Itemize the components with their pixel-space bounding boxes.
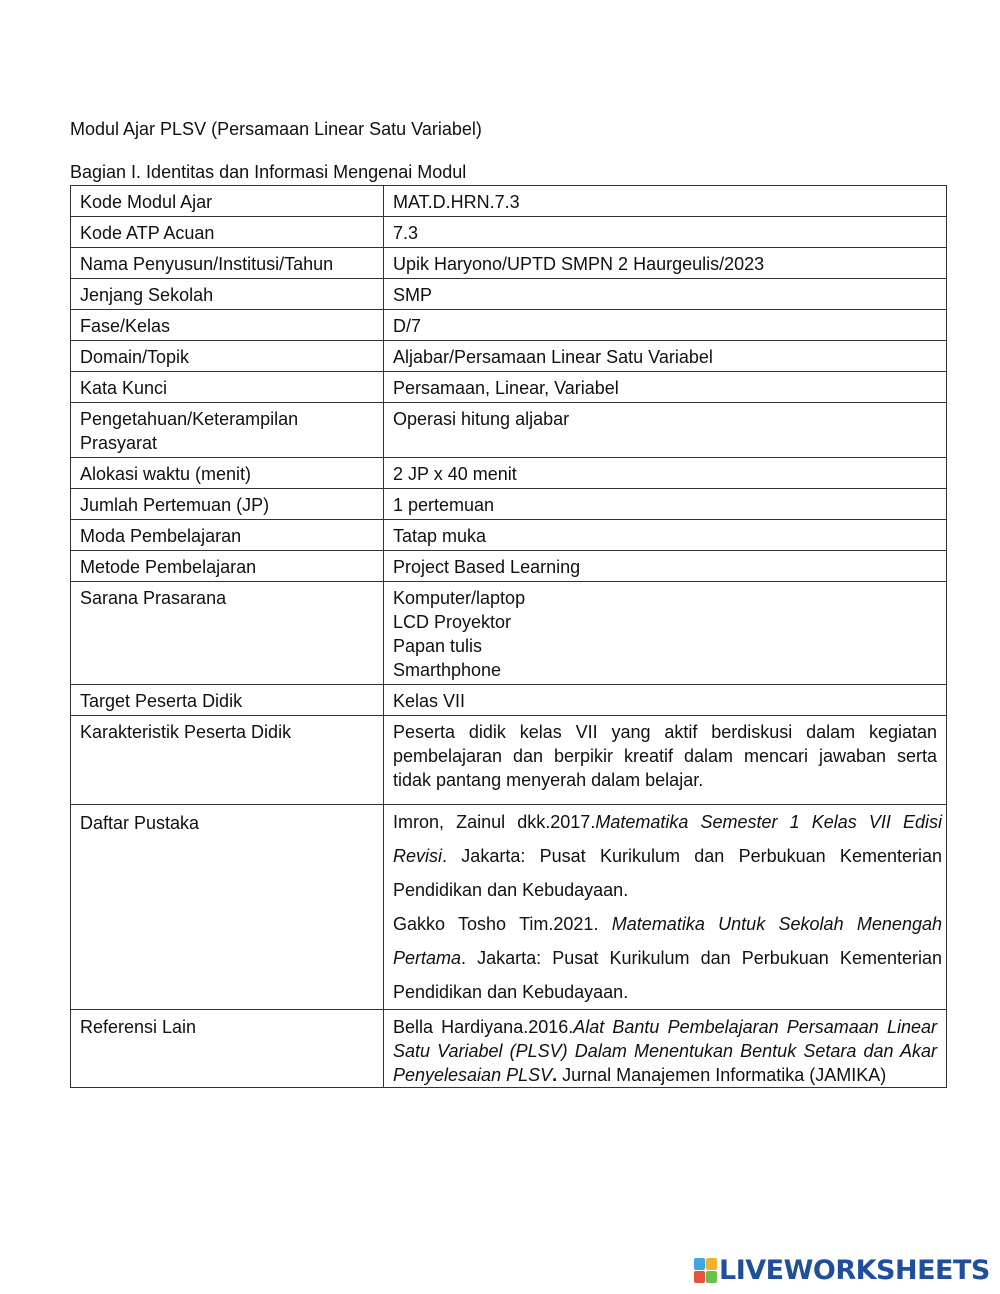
table-row xyxy=(71,372,947,403)
list-item: Smarthphone xyxy=(393,660,502,680)
table-row xyxy=(71,403,947,458)
row-value: Kelas VII xyxy=(384,685,947,716)
referensi-author: Bella Hardiyana.2016. xyxy=(393,1017,574,1037)
row-label: Kode ATP Acuan xyxy=(71,217,384,248)
row-label: Fase/Kelas xyxy=(71,310,384,341)
row-label: Referensi Lain xyxy=(71,1010,384,1088)
row-label: Kode Modul Ajar xyxy=(71,186,384,217)
row-value: SMP xyxy=(384,279,947,310)
row-value: 2 JP x 40 menit xyxy=(384,458,947,489)
row-value: Upik Haryono/UPTD SMPN 2 Haurgeulis/2023 xyxy=(384,248,947,279)
table-row xyxy=(71,520,947,551)
list-item: Komputer/laptop xyxy=(393,588,526,608)
row-label: Nama Penyusun/Institusi/Tahun xyxy=(71,248,384,279)
row-value: D/7 xyxy=(384,310,947,341)
row-label: Domain/Topik xyxy=(71,341,384,372)
row-value: Aljabar/Persamaan Linear Satu Variabel xyxy=(384,341,947,372)
table-row xyxy=(71,341,947,372)
table-row xyxy=(71,310,947,341)
ref1-author: Imron, Zainul dkk.2017. xyxy=(393,812,596,832)
table-row xyxy=(71,805,947,1010)
document-title: Modul Ajar PLSV (Persamaan Linear Satu Variabel) xyxy=(70,119,482,139)
ref1-title: Matematika Semester 1 Kelas VII Edisi Revisi xyxy=(393,812,942,866)
row-label: Jenjang Sekolah xyxy=(71,279,384,310)
liveworksheets-logo[interactable] xyxy=(694,1254,990,1286)
row-label: Target Peserta Didik xyxy=(71,685,384,716)
logo-text: LIVEWORKSHEETS xyxy=(719,1254,990,1286)
row-label: Metode Pembelajaran xyxy=(71,551,384,582)
table-row xyxy=(71,279,947,310)
row-value: Persamaan, Linear, Variabel xyxy=(384,372,947,403)
ref2-rest: . Jakarta: Pusat Kurikulum dan Perbukuan Kementerian Pendidikan dan Kebudayaan. xyxy=(393,948,942,1002)
table-row xyxy=(71,217,947,248)
row-value: MAT.D.HRN.7.3 xyxy=(384,186,947,217)
referensi-value xyxy=(384,1010,947,1088)
sarana-list xyxy=(384,582,947,685)
table-row xyxy=(71,458,947,489)
row-label: Daftar Pustaka xyxy=(71,805,384,1010)
table-row xyxy=(71,685,947,716)
table-row xyxy=(71,582,947,685)
ref2-title: Matematika Untuk Sekolah Menengah Pertama xyxy=(393,914,942,968)
row-label: Sarana Prasarana xyxy=(71,582,384,685)
list-item: LCD Proyektor xyxy=(393,612,512,632)
list-item: Papan tulis xyxy=(393,636,483,656)
liveworksheets-logo-icon xyxy=(694,1258,716,1282)
row-label: Karakteristik Peserta Didik xyxy=(71,716,384,805)
table-row xyxy=(71,186,947,217)
row-label: Kata Kunci xyxy=(71,372,384,403)
module-info-table xyxy=(70,185,947,1088)
row-value: Peserta didik kelas VII yang aktif berdiskusi dalam kegiatan pembelajaran dan berpikir kreatif dalam mencari jawaban serta tidak pantang menyerah dalam belajar. xyxy=(384,716,947,805)
row-value: 1 pertemuan xyxy=(384,489,947,520)
row-label: Jumlah Pertemuan (JP) xyxy=(71,489,384,520)
daftar-pustaka-value xyxy=(384,805,947,1010)
row-label: Moda Pembelajaran xyxy=(71,520,384,551)
table-row xyxy=(71,248,947,279)
referensi-title: Alat Bantu Pembelajaran Persamaan Linear Satu Variabel (PLSV) Dalam Menentukan Bentuk Setara dan Akar Penyelesaian PLSV xyxy=(393,1017,937,1085)
row-value: Tatap muka xyxy=(384,520,947,551)
ref2-author: Gakko Tosho Tim.2021. xyxy=(393,914,612,934)
row-label: Alokasi waktu (menit) xyxy=(71,458,384,489)
table-row xyxy=(71,551,947,582)
row-value: Project Based Learning xyxy=(384,551,947,582)
row-value: Operasi hitung aljabar xyxy=(384,403,947,458)
section-heading: Bagian I. Identitas dan Informasi Mengenai Modul xyxy=(70,162,467,182)
row-value: 7.3 xyxy=(384,217,947,248)
row-label: Pengetahuan/Keterampilan Prasyarat xyxy=(71,403,384,458)
referensi-rest: Jurnal Manajemen Informatika (JAMIKA) xyxy=(557,1065,887,1085)
table-row xyxy=(71,716,947,805)
table-row xyxy=(71,489,947,520)
table-row xyxy=(71,1010,947,1088)
ref1-rest: . Jakarta: Pusat Kurikulum dan Perbukuan Kementerian Pendidikan dan Kebudayaan. xyxy=(393,846,942,900)
referensi-period: . xyxy=(552,1065,558,1085)
